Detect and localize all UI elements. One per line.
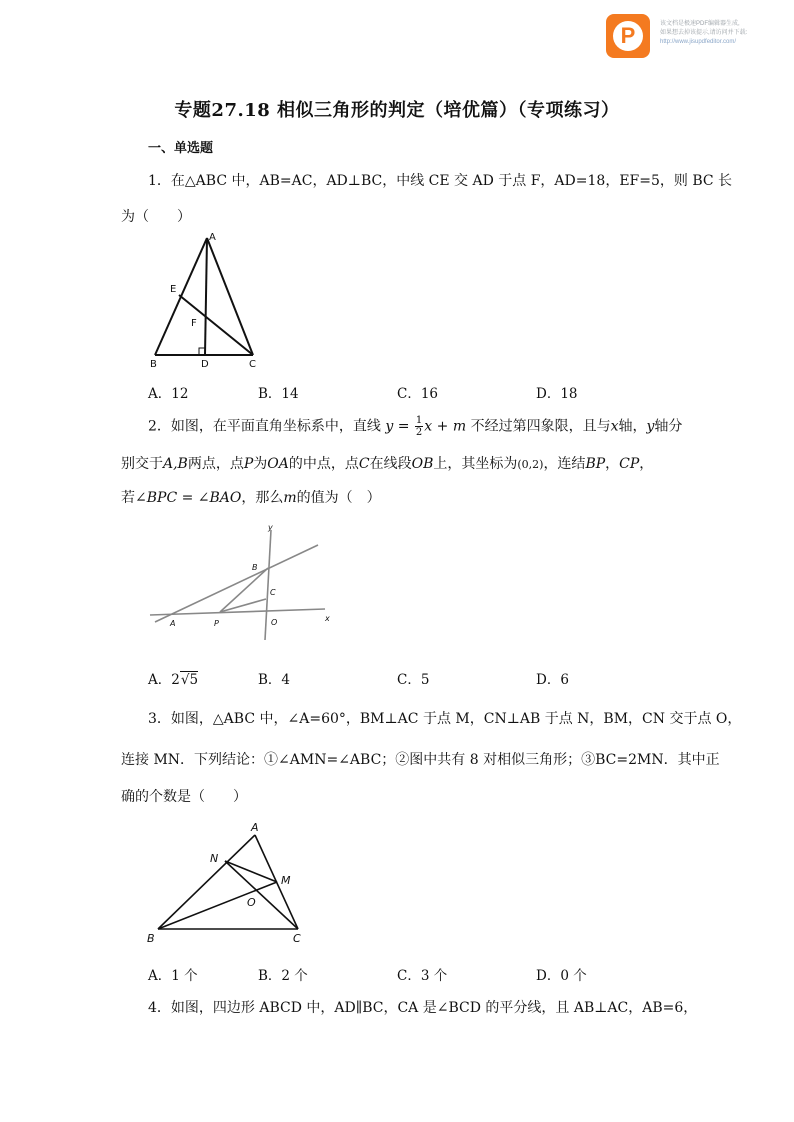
q1-option-d[interactable]: D．18: [536, 386, 578, 402]
q2-l2-P: P: [243, 456, 254, 472]
q2-label-y: y: [268, 523, 273, 532]
q2-label-P: P: [214, 619, 219, 628]
q2-option-c[interactable]: C．5: [397, 672, 430, 688]
q2-l2-text-c: 为: [253, 456, 268, 472]
q2-l3-text-a: 若: [121, 490, 135, 506]
q2-frac-den: 2: [415, 427, 423, 438]
q2-l2-text-f: 上，其坐标为: [433, 456, 518, 472]
q3-option-d[interactable]: D．0 个: [536, 968, 587, 984]
q1-option-b[interactable]: B．14: [258, 386, 299, 402]
q2-text-4: 轴分: [654, 418, 683, 435]
q1-label-D: D: [201, 359, 209, 370]
q2-l3-angle-eq: ∠BPC = ∠BAO: [135, 490, 242, 506]
q3-label-B: B: [147, 932, 155, 945]
q2-label-A: A: [170, 619, 176, 628]
q1-label-E: E: [170, 284, 177, 295]
q3-line-3: 确的个数是（ ）: [121, 789, 247, 805]
q2-option-a-prefix: A．2: [148, 672, 180, 688]
q1-label-A: A: [209, 232, 216, 243]
q2-label-C: C: [270, 588, 276, 597]
q2-l2-OB: OB: [411, 456, 434, 472]
q2-option-a-sqrt: √5: [180, 672, 199, 688]
q2-option-a-radicand: 5: [189, 672, 199, 688]
q3-option-a[interactable]: A．1 个: [148, 968, 198, 984]
q3-option-b[interactable]: B．2 个: [258, 968, 308, 984]
q2-l3-m: m: [283, 490, 297, 506]
q2-l2-text-h: ，: [605, 456, 620, 472]
q4-line-1: 4．如图，四边形 ABCD 中，AD∥BC，CA 是∠BCD 的平分线，且 AB⊥AC，AB=6，: [148, 1000, 698, 1016]
q3-seg-BM: [158, 882, 277, 929]
q1-label-C: C: [249, 359, 256, 370]
watermark-url: http://www.jisupdfeditor.com/: [660, 39, 737, 45]
q3-seg-CN: [225, 861, 298, 929]
q2-option-b[interactable]: B．4: [258, 672, 291, 688]
page-title: 专题27.18 相似三角形的判定（培优篇）（专项练习）: [174, 100, 620, 121]
section-heading: 一、单选题: [148, 141, 214, 156]
q2-eq-plus: +: [432, 418, 453, 435]
q1-line-2: 为（ ）: [121, 209, 191, 225]
q3-line-2: 连接 MN．下列结论：①∠AMN=∠ABC；②图中共有 8 对相似三角形；③BC=2MN．其中正: [121, 752, 720, 768]
q2-l2-BP: BP: [585, 456, 606, 472]
q3-seg-AB: [158, 835, 255, 929]
q2-label-O: O: [271, 618, 278, 627]
q2-eq-y: y: [385, 418, 394, 435]
q2-l2-C: C: [358, 456, 370, 472]
q2-l2-text-b: 两点，点: [187, 456, 244, 472]
q3-option-c[interactable]: C．3 个: [397, 968, 448, 984]
q2-eq-equals: =: [393, 418, 414, 435]
q2-label-x: x: [325, 614, 330, 623]
q2-l2-text-i: ，: [639, 456, 654, 472]
q2-l2-CP: CP: [619, 456, 640, 472]
q1-line-1: 1．在△ABC 中，AB=AC，AD⊥BC，中线 CE 交 AD 于点 F，AD=18，EF=5，则 BC 长: [148, 173, 733, 189]
q2-option-d[interactable]: D．6: [536, 672, 569, 688]
q3-label-O: O: [247, 896, 256, 909]
q1-option-c[interactable]: C．16: [397, 386, 439, 402]
q2-l2-OA: OA: [267, 456, 289, 472]
q2-l2-text-g: ，连结: [543, 456, 586, 472]
q1-label-F: F: [191, 318, 197, 329]
q3-label-C: C: [293, 932, 301, 945]
q2-text-2: 不经过第四象限，且与: [466, 418, 611, 435]
q2-l2-text-d: 的中点，点: [288, 456, 359, 472]
q3-label-N: N: [210, 852, 219, 865]
q2-var-y: y: [646, 418, 655, 435]
q2-l2-text-a: 别交于: [121, 456, 163, 472]
q2-l3-text-b: ，那么: [241, 490, 284, 506]
q2-l2-coord: (0,2): [517, 458, 544, 471]
q3-label-M: M: [281, 874, 291, 887]
q2-text-1: 2．如图，在平面直角坐标系中，直线: [148, 418, 386, 435]
watermark-line-2: 如果想去掉该提示,请访问并下载:: [660, 30, 748, 36]
q2-l2-text-e: 在线段: [369, 456, 412, 472]
q2-text-3: 轴，: [618, 418, 647, 435]
watermark-line-1: 该文档是极速PDF编辑器生成,: [660, 21, 740, 27]
q2-l3-text-c: 的值为（ ）: [296, 490, 381, 506]
q3-label-A: A: [251, 821, 259, 834]
q2-var-x: x: [610, 418, 619, 435]
q2-frac-num: 1: [415, 415, 423, 426]
q2-eq-m: m: [452, 418, 467, 435]
q2-l2-AB: A,B: [163, 456, 188, 472]
q1-label-B: B: [150, 359, 157, 370]
logo-p-icon: P: [613, 21, 643, 51]
q2-eq-x: x: [424, 418, 433, 435]
q2-label-B: B: [252, 563, 258, 572]
q3-line-1: 3．如图，△ABC 中，∠A=60°，BM⊥AC 于点 M，CN⊥AB 于点 N，BM，CN 交于点 O，: [148, 711, 742, 727]
q1-option-a[interactable]: A．12: [148, 386, 189, 402]
